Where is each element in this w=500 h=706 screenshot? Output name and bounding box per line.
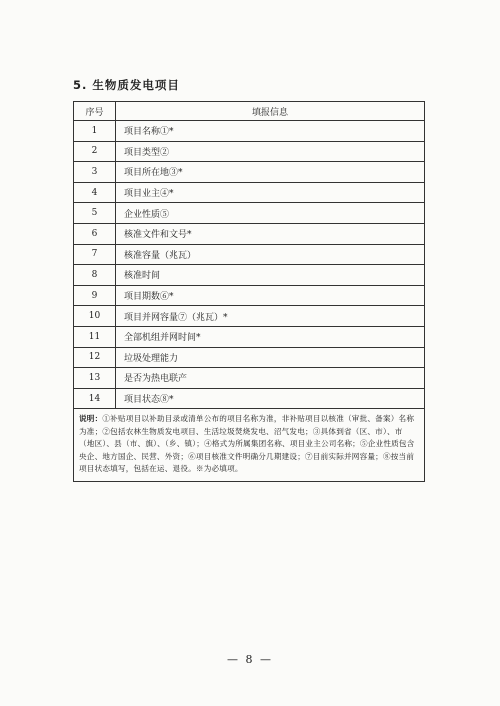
table-header-row bbox=[74, 102, 425, 121]
note-label: 说明： bbox=[79, 414, 103, 424]
row-field-label: 项目状态⑧* bbox=[116, 388, 425, 409]
row-field-label: 项目期数⑥* bbox=[116, 285, 425, 306]
table-row bbox=[74, 223, 425, 244]
header-serial-number: 序号 bbox=[74, 102, 116, 121]
header-fill-info: 填报信息 bbox=[116, 102, 425, 121]
section-title: 5. 生物质发电项目 bbox=[73, 78, 180, 92]
table-row bbox=[74, 347, 425, 368]
row-field-label: 项目名称①* bbox=[116, 121, 425, 142]
row-field-label: 项目业主④* bbox=[116, 182, 425, 203]
row-serial-number: 3 bbox=[74, 162, 116, 183]
note-row bbox=[74, 409, 425, 482]
row-serial-number: 6 bbox=[74, 223, 116, 244]
table-row bbox=[74, 265, 425, 286]
row-field-label: 核准文件和文号* bbox=[116, 223, 425, 244]
row-field-label: 垃圾处理能力 bbox=[116, 347, 425, 368]
row-serial-number: 5 bbox=[74, 203, 116, 224]
table-row bbox=[74, 121, 425, 142]
table-row bbox=[74, 141, 425, 162]
row-field-label: 企业性质⑤ bbox=[116, 203, 425, 224]
row-field-label: 项目所在地③* bbox=[116, 162, 425, 183]
row-field-label: 核准时间 bbox=[116, 265, 425, 286]
table-row bbox=[74, 244, 425, 265]
row-serial-number: 7 bbox=[74, 244, 116, 265]
row-serial-number: 10 bbox=[74, 306, 116, 327]
row-serial-number: 1 bbox=[74, 121, 116, 142]
row-field-label: 项目类型② bbox=[116, 141, 425, 162]
row-field-label: 是否为热电联产 bbox=[116, 368, 425, 389]
table-row bbox=[74, 368, 425, 389]
table-row bbox=[74, 306, 425, 327]
table-row bbox=[74, 162, 425, 183]
table-row bbox=[74, 182, 425, 203]
row-serial-number: 12 bbox=[74, 347, 116, 368]
row-serial-number: 2 bbox=[74, 141, 116, 162]
row-serial-number: 4 bbox=[74, 182, 116, 203]
table-row bbox=[74, 326, 425, 347]
row-serial-number: 14 bbox=[74, 388, 116, 409]
row-serial-number: 8 bbox=[74, 265, 116, 286]
row-field-label: 项目并网容量⑦（兆瓦）* bbox=[116, 306, 425, 327]
table-row bbox=[74, 203, 425, 224]
row-field-label: 核准容量（兆瓦） bbox=[116, 244, 425, 265]
row-field-label: 全部机组并网时间* bbox=[116, 326, 425, 347]
row-serial-number: 11 bbox=[74, 326, 116, 347]
row-serial-number: 13 bbox=[74, 368, 116, 389]
row-serial-number: 9 bbox=[74, 285, 116, 306]
table-row bbox=[74, 285, 425, 306]
table-row bbox=[74, 388, 425, 409]
note-cell bbox=[74, 409, 425, 482]
page-number: — 8 — bbox=[227, 653, 273, 666]
info-table bbox=[73, 101, 425, 482]
note-text: ①补贴项目以补助目录或清单公布的项目名称为准，非补贴项目以核准（审批、备案）名称为准；②包括农林生物质发电项目、生活垃圾焚烧发电、沼气发电；③具体到省（区、市）、市（地区）、县（市、旗）、（乡、镇）；④格式为所属集团名称、项目业主公司名称；⑤企业性质包含央企、地方国企、民营、外资；⑥项目核准文件明确分几期建设；⑦目前实际并网容量；⑧按当前项目状态填写，包括在运、退役。※为必填项。 bbox=[79, 414, 415, 474]
